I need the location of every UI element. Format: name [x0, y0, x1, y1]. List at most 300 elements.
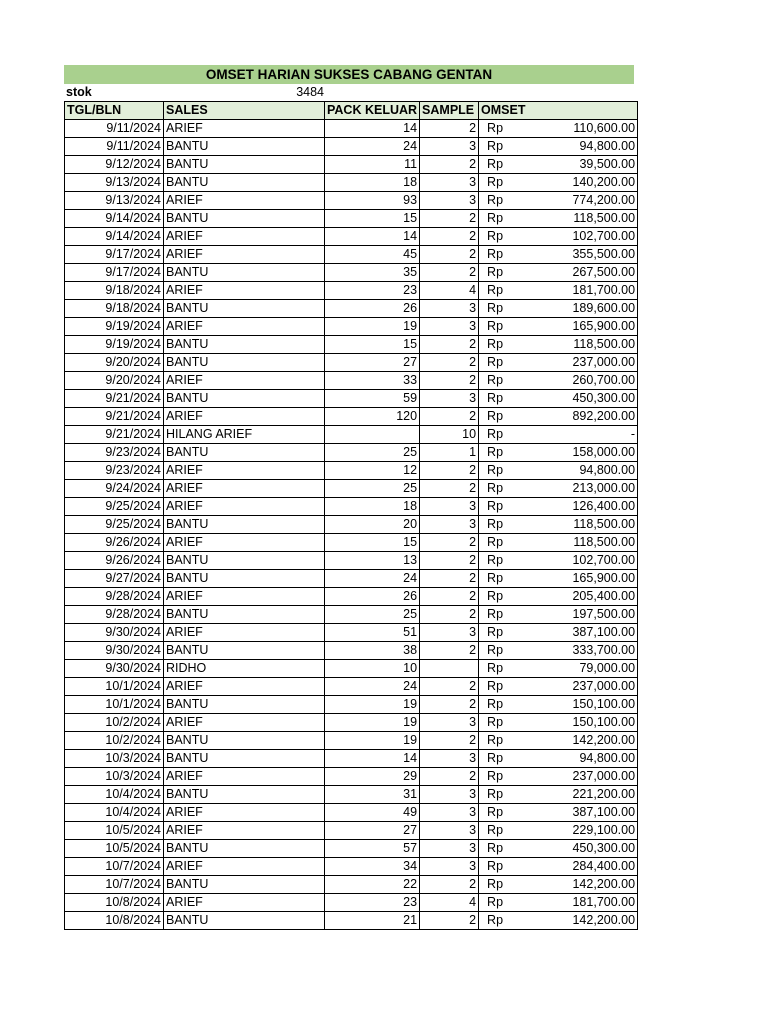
- cell-date[interactable]: 9/20/2024: [65, 354, 164, 372]
- cell-sales[interactable]: ARIEF: [164, 192, 325, 210]
- cell-sales[interactable]: ARIEF: [164, 408, 325, 426]
- cell-sales[interactable]: ARIEF: [164, 462, 325, 480]
- omset-value: [481, 570, 635, 587]
- cell-omset[interactable]: [479, 462, 638, 480]
- cell-sales[interactable]: BANTU: [164, 210, 325, 228]
- cell-date[interactable]: 10/1/2024: [65, 678, 164, 696]
- cell-sales[interactable]: ARIEF: [164, 498, 325, 516]
- cell-pack-keluar[interactable]: 10: [325, 660, 420, 678]
- table-row: [65, 390, 638, 408]
- omset-value: [481, 768, 635, 785]
- cell-sample[interactable]: 3: [420, 498, 479, 516]
- cell-omset[interactable]: [479, 426, 638, 444]
- cell-date[interactable]: 10/4/2024: [65, 804, 164, 822]
- cell-omset[interactable]: [479, 120, 638, 138]
- cell-pack-keluar[interactable]: 59: [325, 390, 420, 408]
- omset-amount: 150,100.00: [572, 715, 636, 729]
- cell-sales[interactable]: ARIEF: [164, 282, 325, 300]
- cell-date[interactable]: 10/5/2024: [65, 822, 164, 840]
- omset-amount: 237,000.00: [572, 769, 636, 783]
- currency-label: Rp: [487, 823, 504, 837]
- table-row: [65, 210, 638, 228]
- currency-label: Rp: [487, 859, 504, 873]
- cell-omset[interactable]: [479, 822, 638, 840]
- cell-omset[interactable]: [479, 192, 638, 210]
- cell-pack-keluar[interactable]: 51: [325, 624, 420, 642]
- cell-date[interactable]: 9/26/2024: [65, 552, 164, 570]
- cell-date[interactable]: 9/21/2024: [65, 408, 164, 426]
- cell-omset[interactable]: [479, 318, 638, 336]
- cell-sales[interactable]: ARIEF: [164, 480, 325, 498]
- currency-label: Rp: [487, 319, 504, 333]
- cell-sales[interactable]: BANTU: [164, 174, 325, 192]
- cell-omset[interactable]: [479, 804, 638, 822]
- cell-sample[interactable]: 2: [420, 480, 479, 498]
- omset-amount: 94,800.00: [579, 139, 636, 153]
- cell-sample[interactable]: 3: [420, 390, 479, 408]
- cell-sample[interactable]: 2: [420, 570, 479, 588]
- cell-omset[interactable]: [479, 606, 638, 624]
- cell-date[interactable]: 9/30/2024: [65, 660, 164, 678]
- table-row: [65, 732, 638, 750]
- cell-sample[interactable]: 4: [420, 282, 479, 300]
- cell-date[interactable]: 9/28/2024: [65, 606, 164, 624]
- table-row: [65, 570, 638, 588]
- currency-label: Rp: [487, 787, 504, 801]
- cell-sample[interactable]: 3: [420, 840, 479, 858]
- cell-pack-keluar[interactable]: 35: [325, 264, 420, 282]
- cell-date[interactable]: 9/23/2024: [65, 462, 164, 480]
- cell-omset[interactable]: [479, 858, 638, 876]
- cell-sales[interactable]: BANTU: [164, 336, 325, 354]
- cell-pack-keluar[interactable]: 22: [325, 876, 420, 894]
- cell-pack-keluar[interactable]: 14: [325, 228, 420, 246]
- cell-sales[interactable]: ARIEF: [164, 858, 325, 876]
- cell-sales[interactable]: ARIEF: [164, 228, 325, 246]
- cell-date[interactable]: 9/25/2024: [65, 498, 164, 516]
- cell-sample[interactable]: 3: [420, 174, 479, 192]
- cell-sales[interactable]: ARIEF: [164, 372, 325, 390]
- cell-pack-keluar[interactable]: 33: [325, 372, 420, 390]
- omset-amount: 284,400.00: [572, 859, 636, 873]
- cell-sample[interactable]: 2: [420, 552, 479, 570]
- cell-sales[interactable]: BANTU: [164, 264, 325, 282]
- cell-date[interactable]: 10/7/2024: [65, 858, 164, 876]
- omset-value: [481, 714, 635, 731]
- currency-label: Rp: [487, 571, 504, 585]
- cell-pack-keluar[interactable]: 57: [325, 840, 420, 858]
- currency-label: Rp: [487, 247, 504, 261]
- omset-amount: 118,500.00: [573, 337, 636, 351]
- table-row: [65, 894, 638, 912]
- cell-date[interactable]: 9/21/2024: [65, 426, 164, 444]
- cell-date[interactable]: 9/21/2024: [65, 390, 164, 408]
- table-row: [65, 354, 638, 372]
- cell-omset[interactable]: [479, 552, 638, 570]
- cell-pack-keluar[interactable]: 38: [325, 642, 420, 660]
- omset-amount: 774,200.00: [572, 193, 636, 207]
- cell-sales[interactable]: BANTU: [164, 354, 325, 372]
- cell-pack-keluar[interactable]: 27: [325, 354, 420, 372]
- omset-value: [481, 624, 635, 641]
- cell-omset[interactable]: [479, 786, 638, 804]
- cell-sample[interactable]: 3: [420, 750, 479, 768]
- omset-value: [481, 372, 635, 389]
- cell-pack-keluar[interactable]: 25: [325, 444, 420, 462]
- cell-omset[interactable]: [479, 264, 638, 282]
- currency-label: Rp: [487, 283, 504, 297]
- cell-sample[interactable]: [420, 660, 479, 678]
- cell-sales[interactable]: BANTU: [164, 750, 325, 768]
- table-row: [65, 318, 638, 336]
- table-row: [65, 660, 638, 678]
- cell-pack-keluar[interactable]: 14: [325, 120, 420, 138]
- cell-pack-keluar[interactable]: 24: [325, 678, 420, 696]
- cell-omset[interactable]: [479, 354, 638, 372]
- omset-value: [481, 750, 635, 767]
- cell-sales[interactable]: BANTU: [164, 570, 325, 588]
- cell-sales[interactable]: ARIEF: [164, 534, 325, 552]
- cell-sample[interactable]: 3: [420, 300, 479, 318]
- cell-omset[interactable]: [479, 480, 638, 498]
- cell-sample[interactable]: 2: [420, 120, 479, 138]
- cell-sales[interactable]: BANTU: [164, 732, 325, 750]
- omset-value: [481, 912, 635, 929]
- cell-omset[interactable]: [479, 390, 638, 408]
- omset-amount: 229,100.00: [572, 823, 636, 837]
- table-row: [65, 696, 638, 714]
- cell-pack-keluar[interactable]: 120: [325, 408, 420, 426]
- cell-sample[interactable]: 3: [420, 714, 479, 732]
- cell-date[interactable]: 9/23/2024: [65, 444, 164, 462]
- cell-pack-keluar[interactable]: 24: [325, 570, 420, 588]
- cell-omset[interactable]: [479, 732, 638, 750]
- cell-sales[interactable]: BANTU: [164, 840, 325, 858]
- currency-label: Rp: [487, 625, 504, 639]
- cell-sales[interactable]: RIDHO: [164, 660, 325, 678]
- omset-amount: 142,200.00: [572, 877, 636, 891]
- cell-sample[interactable]: 2: [420, 606, 479, 624]
- cell-sample[interactable]: 3: [420, 858, 479, 876]
- table-row: [65, 606, 638, 624]
- cell-omset[interactable]: [479, 228, 638, 246]
- cell-date[interactable]: 9/14/2024: [65, 210, 164, 228]
- omset-amount: 118,500.00: [573, 517, 636, 531]
- omset-amount: 118,500.00: [573, 211, 636, 225]
- omset-value: [481, 462, 635, 479]
- cell-pack-keluar[interactable]: 18: [325, 174, 420, 192]
- cell-sales[interactable]: BANTU: [164, 786, 325, 804]
- omset-amount: 150,100.00: [572, 697, 636, 711]
- cell-sales[interactable]: BANTU: [164, 390, 325, 408]
- currency-label: Rp: [487, 373, 504, 387]
- cell-sales[interactable]: ARIEF: [164, 246, 325, 264]
- omset-amount: 197,500.00: [572, 607, 636, 621]
- cell-date[interactable]: 10/4/2024: [65, 786, 164, 804]
- currency-label: Rp: [487, 391, 504, 405]
- cell-sample[interactable]: 2: [420, 732, 479, 750]
- cell-pack-keluar[interactable]: 34: [325, 858, 420, 876]
- cell-pack-keluar[interactable]: 23: [325, 894, 420, 912]
- cell-pack-keluar[interactable]: 26: [325, 300, 420, 318]
- cell-sample[interactable]: 4: [420, 894, 479, 912]
- omset-value: [481, 876, 635, 893]
- cell-pack-keluar[interactable]: 12: [325, 462, 420, 480]
- cell-sample[interactable]: 2: [420, 408, 479, 426]
- cell-date[interactable]: 9/28/2024: [65, 588, 164, 606]
- table-row: [65, 156, 638, 174]
- cell-sample[interactable]: 2: [420, 642, 479, 660]
- cell-pack-keluar[interactable]: 29: [325, 768, 420, 786]
- omset-amount: 205,400.00: [572, 589, 636, 603]
- cell-omset[interactable]: [479, 246, 638, 264]
- cell-date[interactable]: 10/8/2024: [65, 894, 164, 912]
- omset-value: [481, 822, 635, 839]
- cell-date[interactable]: 9/19/2024: [65, 336, 164, 354]
- currency-label: Rp: [487, 499, 504, 513]
- cell-pack-keluar[interactable]: 20: [325, 516, 420, 534]
- cell-sample[interactable]: 10: [420, 426, 479, 444]
- cell-omset[interactable]: [479, 174, 638, 192]
- cell-sales[interactable]: ARIEF: [164, 624, 325, 642]
- cell-date[interactable]: 10/2/2024: [65, 732, 164, 750]
- cell-omset[interactable]: [479, 768, 638, 786]
- omset-amount: 892,200.00: [572, 409, 636, 423]
- cell-omset[interactable]: [479, 372, 638, 390]
- cell-pack-keluar[interactable]: 19: [325, 732, 420, 750]
- cell-sales[interactable]: ARIEF: [164, 804, 325, 822]
- omset-value: [481, 300, 635, 317]
- cell-date[interactable]: 10/1/2024: [65, 696, 164, 714]
- cell-date[interactable]: 9/14/2024: [65, 228, 164, 246]
- cell-pack-keluar[interactable]: 19: [325, 714, 420, 732]
- cell-date[interactable]: 9/13/2024: [65, 192, 164, 210]
- cell-pack-keluar[interactable]: 26: [325, 588, 420, 606]
- cell-date[interactable]: 9/30/2024: [65, 642, 164, 660]
- cell-date[interactable]: 10/3/2024: [65, 768, 164, 786]
- stok-row: [64, 84, 634, 101]
- cell-sample[interactable]: 2: [420, 372, 479, 390]
- cell-sample[interactable]: 2: [420, 336, 479, 354]
- cell-sales[interactable]: BANTU: [164, 444, 325, 462]
- cell-sample[interactable]: 2: [420, 156, 479, 174]
- cell-date[interactable]: 10/2/2024: [65, 714, 164, 732]
- stok-label: stok: [66, 85, 92, 99]
- cell-sales[interactable]: BANTU: [164, 516, 325, 534]
- cell-pack-keluar[interactable]: 11: [325, 156, 420, 174]
- cell-sample[interactable]: 1: [420, 444, 479, 462]
- cell-omset[interactable]: [479, 912, 638, 930]
- cell-pack-keluar[interactable]: 25: [325, 480, 420, 498]
- cell-sample[interactable]: 2: [420, 354, 479, 372]
- cell-sales[interactable]: BANTU: [164, 912, 325, 930]
- cell-sales[interactable]: BANTU: [164, 606, 325, 624]
- currency-label: Rp: [487, 895, 504, 909]
- omset-value: [481, 534, 635, 551]
- cell-omset[interactable]: [479, 534, 638, 552]
- omset-amount: 142,200.00: [572, 913, 636, 927]
- table-row: [65, 408, 638, 426]
- cell-sales[interactable]: BANTU: [164, 300, 325, 318]
- omset-amount: 102,700.00: [572, 553, 636, 567]
- table-row: [65, 228, 638, 246]
- cell-sales[interactable]: BANTU: [164, 696, 325, 714]
- cell-pack-keluar[interactable]: 13: [325, 552, 420, 570]
- cell-pack-keluar[interactable]: 27: [325, 822, 420, 840]
- cell-pack-keluar[interactable]: 93: [325, 192, 420, 210]
- cell-pack-keluar[interactable]: 19: [325, 696, 420, 714]
- cell-sales[interactable]: BANTU: [164, 876, 325, 894]
- cell-omset[interactable]: [479, 300, 638, 318]
- cell-omset[interactable]: [479, 156, 638, 174]
- cell-date[interactable]: 9/17/2024: [65, 246, 164, 264]
- cell-date[interactable]: 10/3/2024: [65, 750, 164, 768]
- cell-date[interactable]: 9/26/2024: [65, 534, 164, 552]
- omset-value: [481, 696, 635, 713]
- cell-date[interactable]: 9/27/2024: [65, 570, 164, 588]
- cell-sample[interactable]: 2: [420, 876, 479, 894]
- cell-sales[interactable]: BANTU: [164, 642, 325, 660]
- currency-label: Rp: [487, 751, 504, 765]
- cell-omset[interactable]: [479, 282, 638, 300]
- cell-sample[interactable]: 3: [420, 516, 479, 534]
- cell-sample[interactable]: 2: [420, 696, 479, 714]
- cell-omset[interactable]: [479, 660, 638, 678]
- cell-sales[interactable]: ARIEF: [164, 822, 325, 840]
- cell-pack-keluar[interactable]: 24: [325, 138, 420, 156]
- cell-sample[interactable]: 2: [420, 246, 479, 264]
- table-row: [65, 678, 638, 696]
- cell-pack-keluar[interactable]: 49: [325, 804, 420, 822]
- cell-sample[interactable]: 2: [420, 768, 479, 786]
- omset-value: [481, 318, 635, 335]
- omset-amount: 387,100.00: [572, 805, 636, 819]
- cell-omset[interactable]: [479, 876, 638, 894]
- cell-sample[interactable]: 2: [420, 912, 479, 930]
- cell-sample[interactable]: 2: [420, 678, 479, 696]
- cell-sample[interactable]: 2: [420, 588, 479, 606]
- cell-pack-keluar[interactable]: 31: [325, 786, 420, 804]
- cell-date[interactable]: 9/12/2024: [65, 156, 164, 174]
- cell-pack-keluar[interactable]: 15: [325, 336, 420, 354]
- cell-date[interactable]: 10/8/2024: [65, 912, 164, 930]
- currency-label: Rp: [487, 265, 504, 279]
- cell-pack-keluar[interactable]: 15: [325, 534, 420, 552]
- cell-sample[interactable]: 3: [420, 822, 479, 840]
- cell-date[interactable]: 9/24/2024: [65, 480, 164, 498]
- currency-label: Rp: [487, 913, 504, 927]
- cell-sales[interactable]: ARIEF: [164, 678, 325, 696]
- cell-pack-keluar[interactable]: 45: [325, 246, 420, 264]
- cell-date[interactable]: 9/20/2024: [65, 372, 164, 390]
- cell-sales[interactable]: BANTU: [164, 552, 325, 570]
- cell-sales[interactable]: ARIEF: [164, 768, 325, 786]
- cell-pack-keluar[interactable]: 14: [325, 750, 420, 768]
- omset-amount: 355,500.00: [572, 247, 636, 261]
- cell-omset[interactable]: [479, 570, 638, 588]
- cell-date[interactable]: 9/18/2024: [65, 300, 164, 318]
- cell-omset[interactable]: [479, 408, 638, 426]
- cell-date[interactable]: 9/11/2024: [65, 120, 164, 138]
- cell-omset[interactable]: [479, 714, 638, 732]
- cell-omset[interactable]: [479, 138, 638, 156]
- omset-amount: 158,000.00: [572, 445, 636, 459]
- cell-omset[interactable]: [479, 678, 638, 696]
- omset-value: [481, 606, 635, 623]
- cell-omset[interactable]: [479, 750, 638, 768]
- cell-date[interactable]: 9/11/2024: [65, 138, 164, 156]
- cell-sample[interactable]: 2: [420, 264, 479, 282]
- cell-date[interactable]: 9/30/2024: [65, 624, 164, 642]
- cell-pack-keluar[interactable]: 18: [325, 498, 420, 516]
- cell-sample[interactable]: 3: [420, 786, 479, 804]
- omset-value: [481, 732, 635, 749]
- cell-pack-keluar[interactable]: 25: [325, 606, 420, 624]
- currency-label: Rp: [487, 211, 504, 225]
- cell-sales[interactable]: ARIEF: [164, 714, 325, 732]
- col-header-pack: PACK KELUAR: [325, 102, 420, 120]
- cell-pack-keluar[interactable]: [325, 426, 420, 444]
- cell-sample[interactable]: 2: [420, 210, 479, 228]
- currency-label: Rp: [487, 661, 504, 675]
- cell-date[interactable]: 10/7/2024: [65, 876, 164, 894]
- table-row: [65, 624, 638, 642]
- cell-date[interactable]: 9/19/2024: [65, 318, 164, 336]
- cell-omset[interactable]: [479, 642, 638, 660]
- cell-sample[interactable]: 3: [420, 624, 479, 642]
- cell-date[interactable]: 9/17/2024: [65, 264, 164, 282]
- cell-omset[interactable]: [479, 840, 638, 858]
- cell-sales[interactable]: HILANG ARIEF: [164, 426, 325, 444]
- cell-omset[interactable]: [479, 696, 638, 714]
- cell-date[interactable]: 10/5/2024: [65, 840, 164, 858]
- cell-omset[interactable]: [479, 894, 638, 912]
- cell-omset[interactable]: [479, 336, 638, 354]
- cell-date[interactable]: 9/13/2024: [65, 174, 164, 192]
- cell-sales[interactable]: ARIEF: [164, 120, 325, 138]
- cell-sample[interactable]: 3: [420, 804, 479, 822]
- cell-sample[interactable]: 3: [420, 318, 479, 336]
- cell-omset[interactable]: [479, 498, 638, 516]
- cell-sample[interactable]: 3: [420, 138, 479, 156]
- cell-pack-keluar[interactable]: 21: [325, 912, 420, 930]
- currency-label: Rp: [487, 445, 504, 459]
- cell-pack-keluar[interactable]: 15: [325, 210, 420, 228]
- cell-sample[interactable]: 2: [420, 534, 479, 552]
- cell-omset[interactable]: [479, 516, 638, 534]
- cell-sample[interactable]: 2: [420, 228, 479, 246]
- cell-sales[interactable]: BANTU: [164, 156, 325, 174]
- table-row: [65, 462, 638, 480]
- cell-pack-keluar[interactable]: 23: [325, 282, 420, 300]
- omset-value: [481, 552, 635, 569]
- cell-sample[interactable]: 2: [420, 462, 479, 480]
- cell-sales[interactable]: ARIEF: [164, 894, 325, 912]
- cell-omset[interactable]: [479, 588, 638, 606]
- omset-amount: 140,200.00: [572, 175, 636, 189]
- currency-label: Rp: [487, 553, 504, 567]
- cell-sales[interactable]: ARIEF: [164, 318, 325, 336]
- cell-omset[interactable]: [479, 444, 638, 462]
- cell-sample[interactable]: 3: [420, 192, 479, 210]
- cell-date[interactable]: 9/25/2024: [65, 516, 164, 534]
- cell-date[interactable]: 9/18/2024: [65, 282, 164, 300]
- cell-sales[interactable]: BANTU: [164, 138, 325, 156]
- cell-omset[interactable]: [479, 624, 638, 642]
- cell-sales[interactable]: ARIEF: [164, 588, 325, 606]
- cell-omset[interactable]: [479, 210, 638, 228]
- cell-pack-keluar[interactable]: 19: [325, 318, 420, 336]
